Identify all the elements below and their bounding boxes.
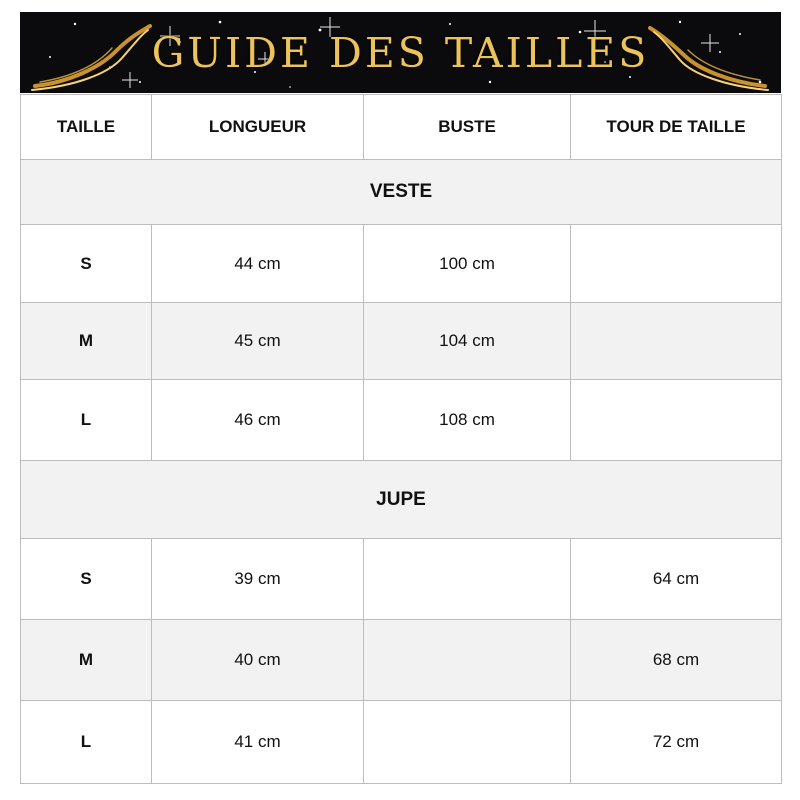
size-cell: S — [21, 225, 152, 303]
table-row — [21, 303, 782, 380]
buste-cell: 104 cm — [364, 303, 571, 380]
table-row — [21, 620, 782, 701]
tour-cell — [571, 303, 782, 380]
tour-cell: 72 cm — [571, 701, 782, 784]
size-guide-table — [20, 94, 782, 784]
table-row — [21, 701, 782, 784]
buste-cell — [364, 701, 571, 784]
size-cell: L — [21, 701, 152, 784]
section-title: VESTE — [21, 160, 782, 225]
header-tour-de-taille: TOUR DE TAILLE — [571, 95, 782, 160]
size-cell: L — [21, 380, 152, 461]
header-buste: BUSTE — [364, 95, 571, 160]
title-banner — [20, 12, 781, 93]
tour-cell — [571, 225, 782, 303]
section-title: JUPE — [21, 461, 782, 539]
section-row — [21, 461, 782, 539]
tour-cell — [571, 380, 782, 461]
page-title: GUIDE DES TAILLES — [151, 28, 650, 77]
longueur-cell: 41 cm — [152, 701, 364, 784]
table-row — [21, 225, 782, 303]
table-header-row — [21, 95, 782, 160]
buste-cell: 100 cm — [364, 225, 571, 303]
header-longueur: LONGUEUR — [152, 95, 364, 160]
longueur-cell: 45 cm — [152, 303, 364, 380]
longueur-cell: 46 cm — [152, 380, 364, 461]
longueur-cell: 40 cm — [152, 620, 364, 701]
buste-cell: 108 cm — [364, 380, 571, 461]
longueur-cell: 39 cm — [152, 539, 364, 620]
longueur-cell: 44 cm — [152, 225, 364, 303]
size-cell: M — [21, 620, 152, 701]
section-row — [21, 160, 782, 225]
table-row — [21, 539, 782, 620]
table-row — [21, 380, 782, 461]
buste-cell — [364, 620, 571, 701]
header-taille: TAILLE — [21, 95, 152, 160]
buste-cell — [364, 539, 571, 620]
size-cell: S — [21, 539, 152, 620]
size-cell: M — [21, 303, 152, 380]
tour-cell: 64 cm — [571, 539, 782, 620]
tour-cell: 68 cm — [571, 620, 782, 701]
